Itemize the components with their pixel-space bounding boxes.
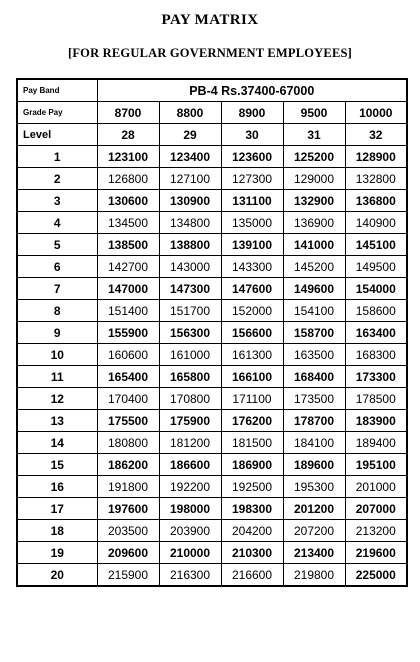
pay-value-cell: 125200 <box>283 146 345 168</box>
pay-value-cell: 135000 <box>221 212 283 234</box>
pay-value-cell: 186900 <box>221 454 283 476</box>
pay-value-cell: 207200 <box>283 520 345 542</box>
pay-value-cell: 170400 <box>97 388 159 410</box>
row-index-cell: 14 <box>17 432 97 454</box>
pay-value-cell: 191800 <box>97 476 159 498</box>
row-index-cell: 1 <box>17 146 97 168</box>
pay-value-cell: 136900 <box>283 212 345 234</box>
pay-value-cell: 149600 <box>283 278 345 300</box>
grade-pay-cell: 8700 <box>97 102 159 124</box>
pay-value-cell: 178700 <box>283 410 345 432</box>
pay-value-cell: 145200 <box>283 256 345 278</box>
row-index-cell: 12 <box>17 388 97 410</box>
pay-value-cell: 192200 <box>159 476 221 498</box>
pay-value-cell: 181200 <box>159 432 221 454</box>
pay-value-cell: 195100 <box>345 454 407 476</box>
pay-value-cell: 203500 <box>97 520 159 542</box>
table-row <box>17 278 407 300</box>
pay-value-cell: 195300 <box>283 476 345 498</box>
pay-value-cell: 207000 <box>345 498 407 520</box>
pay-value-cell: 183900 <box>345 410 407 432</box>
pay-value-cell: 201200 <box>283 498 345 520</box>
pay-value-cell: 178500 <box>345 388 407 410</box>
table-row <box>17 300 407 322</box>
level-cell: 28 <box>97 124 159 146</box>
pay-value-cell: 209600 <box>97 542 159 564</box>
pay-value-cell: 132900 <box>283 190 345 212</box>
pay-value-cell: 219600 <box>345 542 407 564</box>
table-row <box>17 322 407 344</box>
pay-value-cell: 198000 <box>159 498 221 520</box>
level-cell: 31 <box>283 124 345 146</box>
pay-band-label: Pay Band <box>17 79 97 102</box>
row-index-cell: 17 <box>17 498 97 520</box>
level-cell: 30 <box>221 124 283 146</box>
pay-value-cell: 130600 <box>97 190 159 212</box>
pay-value-cell: 175900 <box>159 410 221 432</box>
row-index-cell: 18 <box>17 520 97 542</box>
pay-matrix-table <box>16 78 408 587</box>
table-row <box>17 146 407 168</box>
row-index-cell: 11 <box>17 366 97 388</box>
pay-value-cell: 151700 <box>159 300 221 322</box>
pay-value-cell: 161000 <box>159 344 221 366</box>
table-row <box>17 344 407 366</box>
pay-value-cell: 134500 <box>97 212 159 234</box>
pay-value-cell: 129000 <box>283 168 345 190</box>
pay-value-cell: 127300 <box>221 168 283 190</box>
pay-value-cell: 136800 <box>345 190 407 212</box>
level-label: Level <box>17 124 97 146</box>
pay-value-cell: 147300 <box>159 278 221 300</box>
pay-value-cell: 198300 <box>221 498 283 520</box>
pay-value-cell: 139100 <box>221 234 283 256</box>
pay-value-cell: 165800 <box>159 366 221 388</box>
pay-value-cell: 201000 <box>345 476 407 498</box>
page-subtitle: [FOR REGULAR GOVERNMENT EMPLOYEES] <box>67 46 352 60</box>
pay-value-cell: 176200 <box>221 410 283 432</box>
pay-value-cell: 173300 <box>345 366 407 388</box>
table-row <box>17 476 407 498</box>
pay-value-cell: 219800 <box>283 564 345 587</box>
pay-value-cell: 147600 <box>221 278 283 300</box>
row-index-cell: 10 <box>17 344 97 366</box>
pay-value-cell: 147000 <box>97 278 159 300</box>
pay-value-cell: 130900 <box>159 190 221 212</box>
pay-value-cell: 210000 <box>159 542 221 564</box>
pay-value-cell: 152000 <box>221 300 283 322</box>
pay-value-cell: 163400 <box>345 322 407 344</box>
pay-value-cell: 149500 <box>345 256 407 278</box>
pay-value-cell: 131100 <box>221 190 283 212</box>
pay-band-value: PB-4 Rs.37400-67000 <box>97 79 407 102</box>
pay-value-cell: 142700 <box>97 256 159 278</box>
table-row <box>17 366 407 388</box>
row-index-cell: 3 <box>17 190 97 212</box>
pay-value-cell: 126800 <box>97 168 159 190</box>
row-index-cell: 9 <box>17 322 97 344</box>
table-row <box>17 212 407 234</box>
pay-value-cell: 128900 <box>345 146 407 168</box>
table-row <box>17 256 407 278</box>
pay-value-cell: 225000 <box>345 564 407 587</box>
pay-value-cell: 213400 <box>283 542 345 564</box>
pay-band-row <box>17 79 407 102</box>
pay-value-cell: 154100 <box>283 300 345 322</box>
pay-value-cell: 170800 <box>159 388 221 410</box>
pay-value-cell: 134800 <box>159 212 221 234</box>
pay-value-cell: 145100 <box>345 234 407 256</box>
table-row <box>17 498 407 520</box>
grade-pay-row <box>17 102 407 124</box>
pay-value-cell: 197600 <box>97 498 159 520</box>
table-row <box>17 520 407 542</box>
pay-value-cell: 215900 <box>97 564 159 587</box>
level-cell: 29 <box>159 124 221 146</box>
row-index-cell: 4 <box>17 212 97 234</box>
grade-pay-cell: 10000 <box>345 102 407 124</box>
pay-value-cell: 203900 <box>159 520 221 542</box>
pay-value-cell: 143000 <box>159 256 221 278</box>
row-index-cell: 20 <box>17 564 97 587</box>
table-row <box>17 542 407 564</box>
table-row <box>17 234 407 256</box>
row-index-cell: 6 <box>17 256 97 278</box>
table-row <box>17 190 407 212</box>
pay-value-cell: 123100 <box>97 146 159 168</box>
pay-value-cell: 132800 <box>345 168 407 190</box>
pay-value-cell: 160600 <box>97 344 159 366</box>
page-title: PAY MATRIX <box>161 12 259 28</box>
pay-value-cell: 166100 <box>221 366 283 388</box>
pay-value-cell: 204200 <box>221 520 283 542</box>
pay-value-cell: 161300 <box>221 344 283 366</box>
row-index-cell: 5 <box>17 234 97 256</box>
pay-value-cell: 216600 <box>221 564 283 587</box>
pay-value-cell: 163500 <box>283 344 345 366</box>
pay-value-cell: 210300 <box>221 542 283 564</box>
pay-value-cell: 184100 <box>283 432 345 454</box>
level-cell: 32 <box>345 124 407 146</box>
pay-value-cell: 168300 <box>345 344 407 366</box>
pay-value-cell: 175500 <box>97 410 159 432</box>
pay-value-cell: 123400 <box>159 146 221 168</box>
pay-value-cell: 123600 <box>221 146 283 168</box>
grade-pay-cell: 9500 <box>283 102 345 124</box>
pay-value-cell: 154000 <box>345 278 407 300</box>
pay-value-cell: 189600 <box>283 454 345 476</box>
pay-value-cell: 151400 <box>97 300 159 322</box>
pay-value-cell: 192500 <box>221 476 283 498</box>
row-index-cell: 13 <box>17 410 97 432</box>
pay-value-cell: 158700 <box>283 322 345 344</box>
pay-value-cell: 171100 <box>221 388 283 410</box>
pay-value-cell: 158600 <box>345 300 407 322</box>
row-index-cell: 2 <box>17 168 97 190</box>
row-index-cell: 8 <box>17 300 97 322</box>
level-row <box>17 124 407 146</box>
pay-value-cell: 173500 <box>283 388 345 410</box>
table-row <box>17 388 407 410</box>
table-row <box>17 564 407 587</box>
table-row <box>17 410 407 432</box>
pay-value-cell: 213200 <box>345 520 407 542</box>
pay-value-cell: 138500 <box>97 234 159 256</box>
pay-value-cell: 156300 <box>159 322 221 344</box>
pay-value-cell: 141000 <box>283 234 345 256</box>
table-row <box>17 454 407 476</box>
pay-value-cell: 180800 <box>97 432 159 454</box>
pay-value-cell: 165400 <box>97 366 159 388</box>
pay-value-cell: 168400 <box>283 366 345 388</box>
pay-value-cell: 156600 <box>221 322 283 344</box>
pay-value-cell: 216300 <box>159 564 221 587</box>
pay-value-cell: 143300 <box>221 256 283 278</box>
table-row <box>17 168 407 190</box>
pay-value-cell: 155900 <box>97 322 159 344</box>
table-row <box>17 432 407 454</box>
pay-value-cell: 181500 <box>221 432 283 454</box>
pay-value-cell: 186600 <box>159 454 221 476</box>
pay-value-cell: 189400 <box>345 432 407 454</box>
row-index-cell: 16 <box>17 476 97 498</box>
pay-value-cell: 140900 <box>345 212 407 234</box>
row-index-cell: 15 <box>17 454 97 476</box>
grade-pay-label: Grade Pay <box>17 102 97 124</box>
pay-value-cell: 186200 <box>97 454 159 476</box>
row-index-cell: 7 <box>17 278 97 300</box>
pay-value-cell: 138800 <box>159 234 221 256</box>
row-index-cell: 19 <box>17 542 97 564</box>
grade-pay-cell: 8800 <box>159 102 221 124</box>
pay-value-cell: 127100 <box>159 168 221 190</box>
grade-pay-cell: 8900 <box>221 102 283 124</box>
